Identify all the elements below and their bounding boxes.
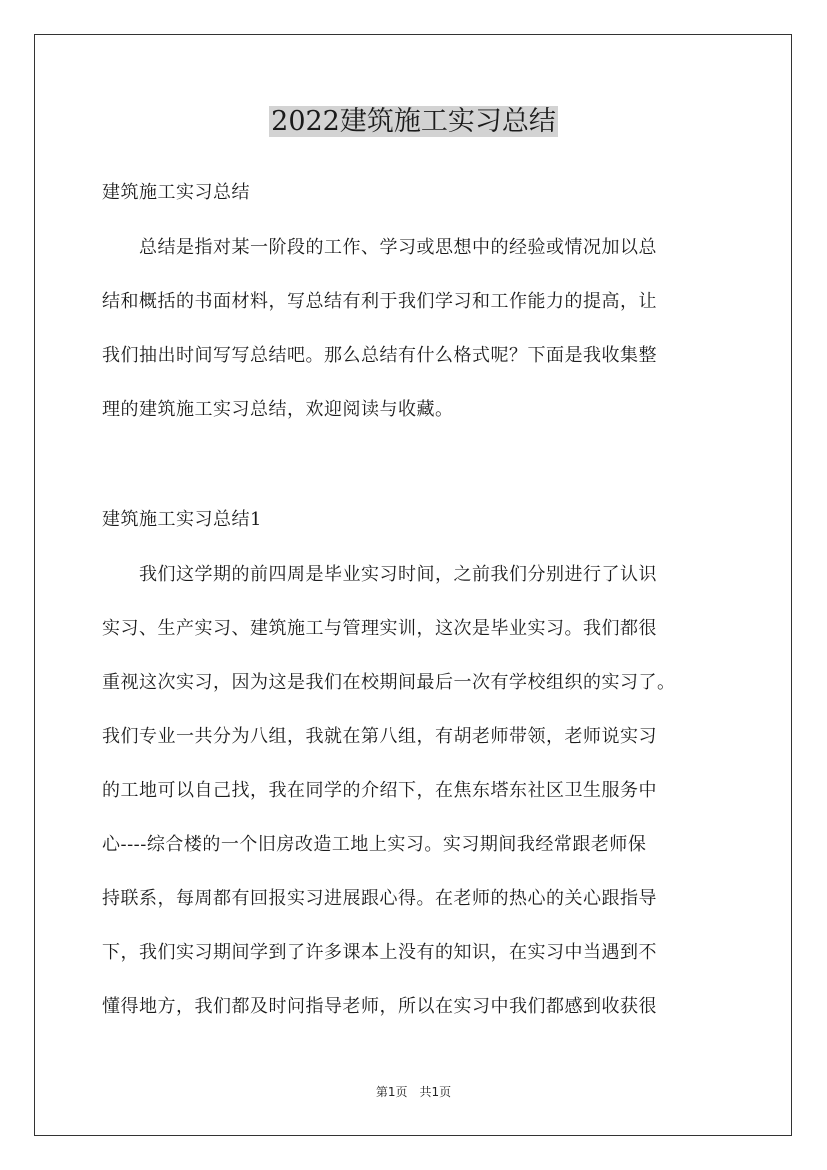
section-line: 我们这学期的前四周是毕业实习时间，之前我们分别进行了认识 (102, 564, 657, 585)
intro-line: 我们抽出时间写写总结吧。那么总结有什么格式呢？下面是我收集整 (102, 345, 657, 366)
section-line: 我们专业一共分为八组，我就在第八组，有胡老师带领，老师说实习 (102, 726, 657, 747)
section-heading: 建筑施工实习总结1 (102, 509, 262, 530)
intro-line: 结和概括的书面材料，写总结有利于我们学习和工作能力的提高，让 (102, 291, 657, 312)
section-line: 的工地可以自己找，我在同学的介绍下，在焦东塔东社区卫生服务中 (102, 780, 657, 801)
section-line: 持联系，每周都有回报实习进展跟心得。在老师的热心的关心跟指导 (102, 888, 657, 909)
intro-line: 总结是指对某一阶段的工作、学习或思想中的经验或情况加以总 (102, 237, 657, 258)
page-footer (0, 1084, 827, 1100)
intro-line: 理的建筑施工实习总结，欢迎阅读与收藏。 (102, 399, 454, 420)
section-line: 下，我们实习期间学到了许多课本上没有的知识，在实习中当遇到不 (102, 942, 657, 963)
section-line: 重视这次实习，因为这是我们在校期间最后一次有学校组织的实习了。 (102, 672, 676, 693)
section-line: 实习、生产实习、建筑施工与管理实训，这次是毕业实习。我们都很 (102, 618, 657, 639)
section-line: 懂得地方，我们都及时问指导老师，所以在实习中我们都感到收获很 (102, 996, 657, 1017)
document-title (0, 102, 827, 142)
document-subtitle: 建筑施工实习总结 (102, 182, 250, 203)
document-title-text: 2022建筑施工实习总结 (271, 106, 556, 137)
page-number: 第1页 共1页 (375, 1085, 452, 1099)
section-line: 心----综合楼的一个旧房改造工地上实习。实习期间我经常跟老师保 (102, 834, 647, 855)
